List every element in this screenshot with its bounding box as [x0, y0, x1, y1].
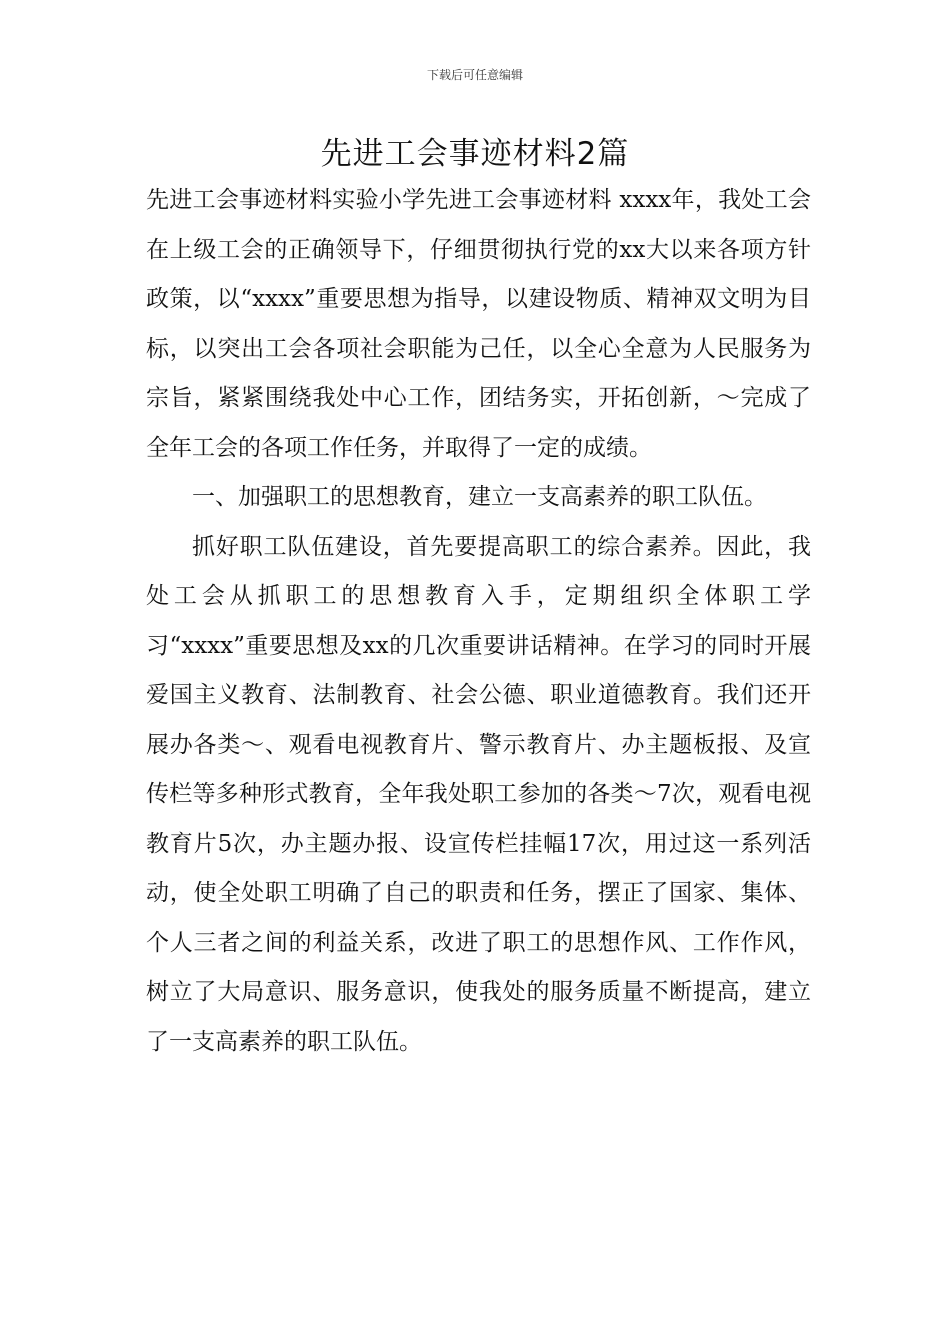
paragraph-section-body: 抓好职工队伍建设，首先要提高职工的综合素养。因此，我处工会从抓职工的思想教育入手，定期组织全体职工学习“xxxx”重要思想及xx的几次重要讲话精神。在学习的同时开展爱国主义教育、法制教育、社会公德、职业道德教育。我们还开展办各类～、观看电视教育片、警示教育片、办主题板报、及宣传栏等多种形式教育，全年我处职工参加的各类～7次，观看电视教育片5次，办主题办报、设宣传栏挂幅17次，用过这一系列活动，使全处职工明确了自己的职责和任务，摆正了国家、集体、个人三者之间的利益关系，改进了职工的思想作风、工作作风，树立了大局意识、服务意识，使我处的服务质量不断提高，建立了一支高素养的职工队伍。 — [146, 533, 811, 1055]
download-note: 下载后可任意编辑 — [426, 68, 523, 82]
paragraph-intro: 先进工会事迹材料实验小学先进工会事迹材料 xxxx年，我处工会在上级工会的正确领导下，仔细贯彻执行党的xx大以来各项方针政策，以“xxxx”重要思想为指导，以建设物质、精神双文明为目标，以突出工会各项社会职能为己任，以全心全意为人民服务为宗旨，紧紧围绕我处中心工作，团结务实，开拓创新，～完成了全年工会的各项工作任务，并取得了一定的成绩。 — [146, 187, 811, 461]
document-title: 先进工会事迹材料2篇 — [320, 136, 630, 172]
paragraph-section-heading: 一、加强职工的思想教育，建立一支高素养的职工队伍。 — [192, 484, 767, 510]
document-body — [146, 176, 811, 1067]
